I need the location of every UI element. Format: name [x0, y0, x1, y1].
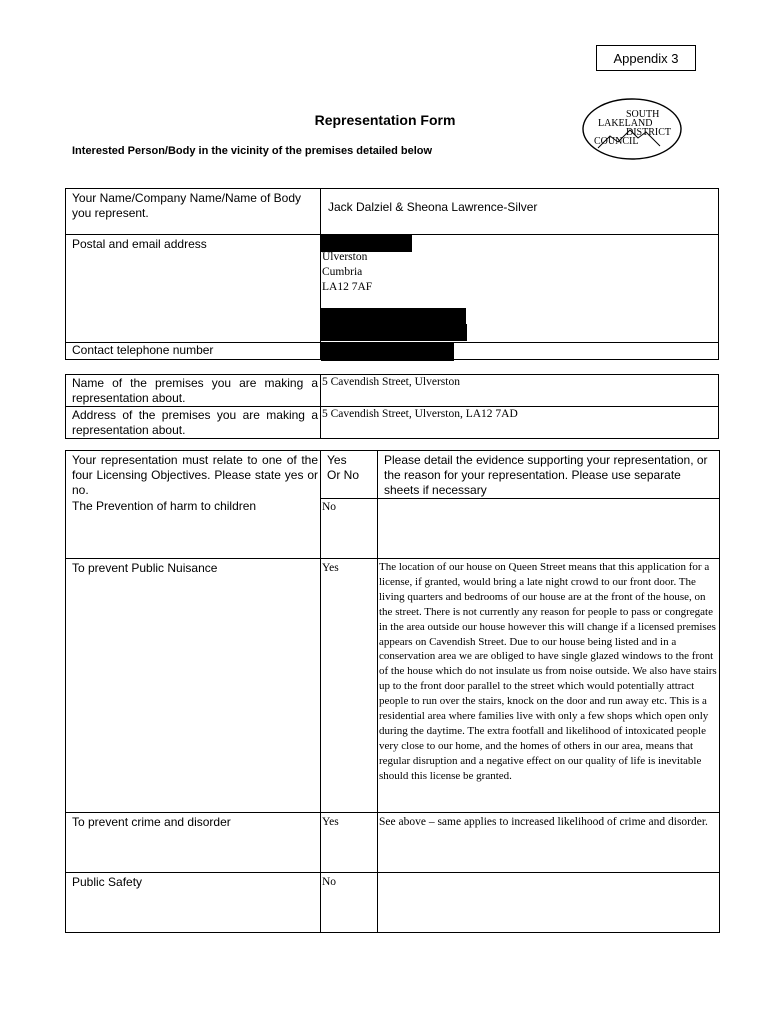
contact-details-table	[65, 188, 719, 360]
objective-row	[66, 499, 720, 559]
premises-name-value: 5 Cavendish Street, Ulverston	[322, 376, 460, 388]
name-value-cell	[321, 189, 719, 235]
answer-cell	[321, 499, 378, 559]
phone-label-cell	[66, 343, 321, 360]
phone-value-cell	[321, 343, 719, 360]
address-line: Ulverston	[322, 251, 368, 263]
detail-cell	[378, 873, 720, 933]
objective-cell	[66, 873, 321, 933]
objective-answer: No	[322, 501, 337, 513]
objective-label: The Prevention of harm to children	[72, 498, 257, 513]
objective-detail	[378, 873, 719, 874]
objective-row	[66, 813, 720, 873]
premises-name-label-cell	[66, 375, 321, 407]
objective-detail	[378, 499, 719, 500]
logo-text-line4: COUNCIL	[594, 136, 639, 147]
answer-cell	[321, 559, 378, 813]
form-subtitle: Interested Person/Body in the vicinity of the premises detailed below	[72, 145, 433, 157]
address-label-cell	[66, 235, 321, 343]
objective-answer: Yes	[322, 562, 339, 574]
detail-cell	[378, 813, 720, 873]
name-value: Jack Dalziel & Sheona Lawrence-Silver	[328, 200, 538, 214]
objective-label: To prevent Public Nuisance	[72, 561, 218, 575]
redacted-block	[321, 324, 467, 341]
detail-cell	[378, 559, 720, 813]
premises-name-label: Name of the premises you are making a representation about.	[72, 376, 318, 405]
objective-cell	[66, 559, 321, 813]
objective-detail: The location of our house on Queen Street means that this application for a license, if granted, would bring a late night crowd to our front door. The living quarters and bedrooms of our house are at the front of the house, on the street. There is not currently any reason for people to pass or congregate in the area outside our house however this will change if a licensed premises appears on Cavendish Street. Due to our house being listed and in a conservation area we are obliged to have single glazed windows to the front of the house which do not insulate us from noise outside. We also have stairs up to the front door parallel to the street which would potentially attract people to run over the stairs, knock on the door and run away etc. This is a residential area where families live with only a few shops which open only during the daytime. The extra footfall and likelihood of intoxicated people very close to our home, and the homes of others in our area, means that regular disruption and a negative effect on our quality of life is inevitable should this license be granted.	[379, 561, 717, 782]
detail-header: Please detail the evidence supporting your representation, or the reason for your representation. Please use separate sheets if necessary	[384, 453, 708, 497]
objective-header-cell	[66, 451, 321, 499]
logo-text-line3: DISTRICT	[626, 127, 671, 138]
logo-text-line2: LAKELAND	[598, 118, 653, 129]
objective-cell	[66, 813, 321, 873]
objective-cell	[66, 499, 321, 559]
objective-row	[66, 873, 720, 933]
logo-text-line1: SOUTH	[626, 109, 660, 120]
objective-label: Public Safety	[72, 875, 143, 889]
objective-header: Your representation must relate to one of the four Licensing Objectives. Please state yes or no.	[72, 453, 318, 497]
redacted-block	[321, 343, 454, 361]
licensing-objectives-table	[65, 450, 720, 933]
yesno-header	[321, 451, 377, 483]
address-line: LA12 7AF	[322, 281, 373, 293]
objective-row	[66, 559, 720, 813]
objective-detail: See above – same applies to increased likelihood of crime and disorder.	[379, 816, 708, 828]
form-title: Representation Form	[314, 112, 456, 128]
premises-address-value: 5 Cavendish Street, Ulverston, LA12 7AD	[322, 408, 518, 420]
answer-cell	[321, 813, 378, 873]
council-logo	[580, 96, 684, 162]
answer-cell	[321, 873, 378, 933]
address-lines	[322, 250, 372, 295]
appendix-label: Appendix 3	[596, 45, 696, 71]
yesno-header-line1: Yes	[327, 453, 347, 467]
premises-address-value-cell	[321, 407, 719, 439]
objective-answer: Yes	[322, 816, 339, 828]
objective-label: To prevent crime and disorder	[72, 815, 231, 829]
premises-name-value-cell	[321, 375, 719, 407]
address-line: Cumbria	[322, 266, 363, 278]
premises-address-label: Address of the premises you are making a representation about.	[72, 408, 318, 437]
premises-address-label-cell	[66, 407, 321, 439]
phone-label: Contact telephone number	[72, 343, 214, 357]
detail-cell	[378, 499, 720, 559]
address-value-cell	[321, 235, 719, 343]
address-label: Postal and email address	[72, 237, 207, 251]
yesno-header-cell	[321, 451, 378, 499]
premises-table	[65, 374, 719, 439]
objective-answer: No	[322, 876, 337, 888]
yesno-header-line2: Or No	[327, 468, 360, 482]
name-label-cell	[66, 189, 321, 235]
detail-header-cell	[378, 451, 720, 499]
name-label: Your Name/Company Name/Name of Body you represent.	[72, 191, 301, 220]
